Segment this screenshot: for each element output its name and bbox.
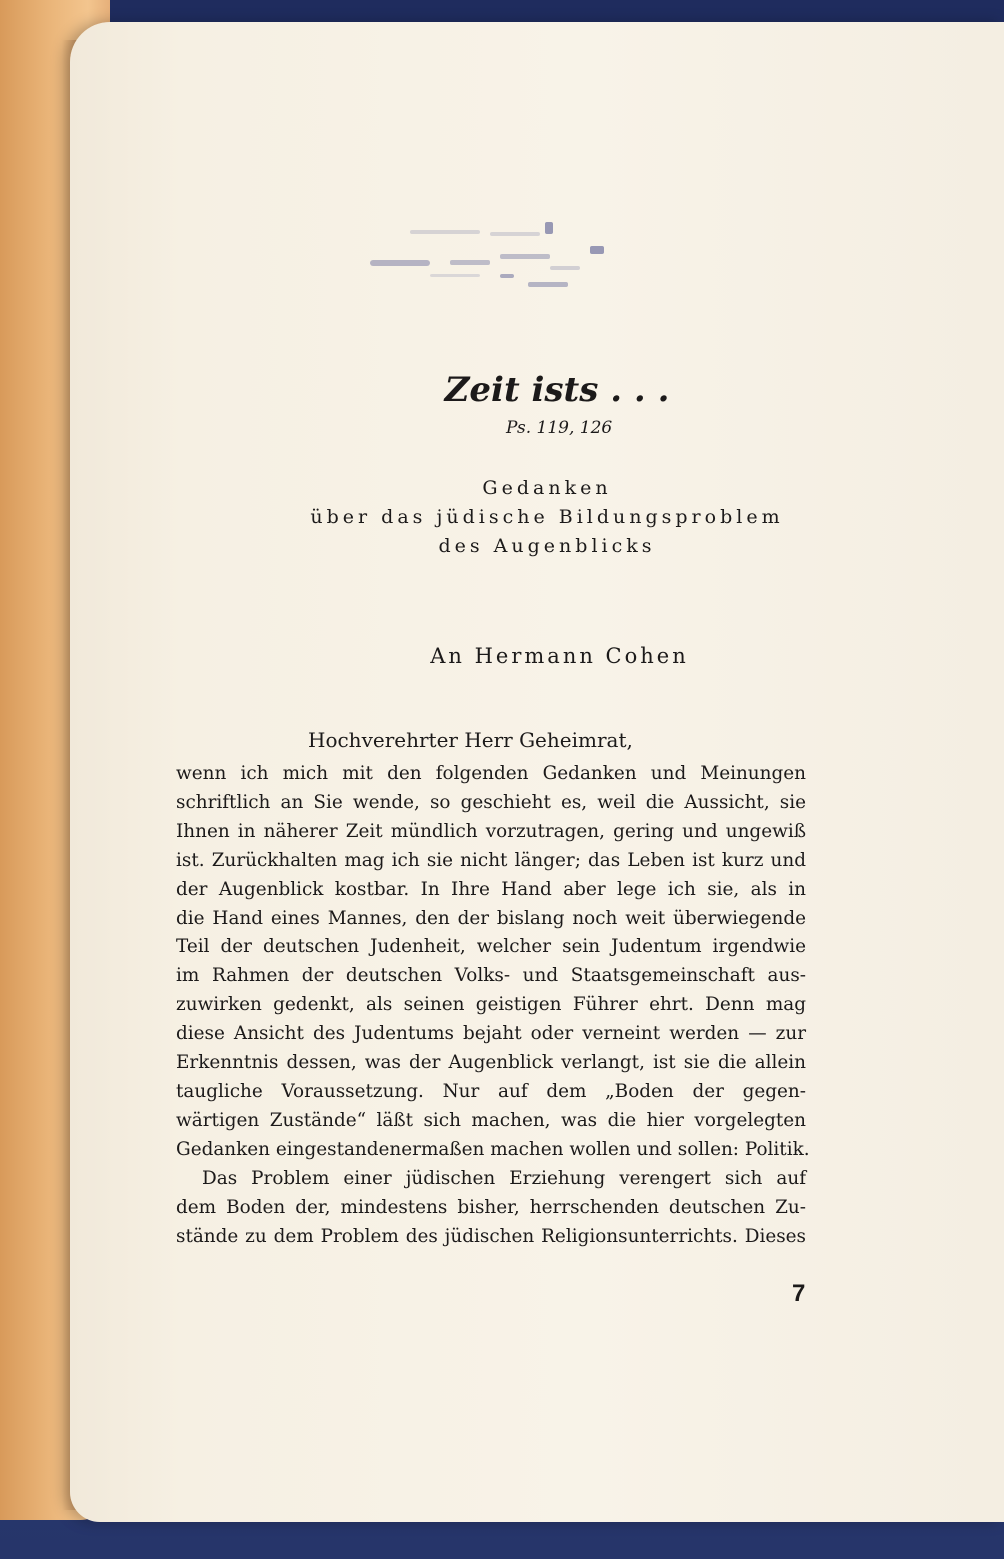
page-title: Zeit ists . . .	[444, 370, 670, 410]
document-text	[70, 22, 1004, 1522]
body-line: diese Ansicht des Judentums bejaht oder verneint werden — zur	[176, 1023, 806, 1045]
body-line: die Hand eines Mannes, den der bislang noch weit überwiegende	[176, 907, 806, 929]
body-line: Gedanken eingestandenermaßen machen wollen und sollen: Politik.	[176, 1138, 810, 1160]
body-line: taugliche Voraussetzung. Nur auf dem „Boden der gegen-	[176, 1080, 806, 1102]
body-line: im Rahmen der deutschen Volks- und Staatsgemeinschaft aus-	[176, 965, 806, 987]
body-line: Das Problem einer jüdischen Erziehung verengert sich auf	[202, 1167, 806, 1189]
body-text	[176, 760, 810, 1251]
body-line: dem Boden der, mindestens bisher, herrschenden deutschen Zu-	[176, 1196, 806, 1218]
salutation: Hochverehrter Herr Geheimrat,	[308, 728, 633, 752]
book-page	[70, 22, 1004, 1522]
body-line: ist. Zurückhalten mag ich sie nicht länger; das Leben ist kurz und	[176, 849, 806, 871]
body-line: zuwirken gedenkt, als seinen geistigen Führer ehrt. Denn mag	[176, 994, 806, 1016]
subtitle-block	[70, 474, 1004, 561]
body-line: Teil der deutschen Judenheit, welcher sein Judentum irgendwie	[176, 936, 806, 958]
body-line: der Augenblick kostbar. In Ihre Hand aber lege ich sie, als in	[176, 878, 806, 900]
body-line: stände zu dem Problem des jüdischen Religionsunterrichts. Dieses	[176, 1225, 806, 1247]
body-line: Ihnen in näherer Zeit mündlich vorzutragen, gering und ungewiß	[176, 820, 806, 842]
subtitle-line: über das jüdische Bildungsproblem	[310, 506, 784, 528]
body-line: schriftlich an Sie wende, so geschieht es, weil die Aussicht, sie	[176, 791, 806, 813]
body-line: wenn ich mich mit den folgenden Gedanken und Meinungen	[176, 763, 806, 784]
body-line: Erkenntnis dessen, was der Augenblick verlangt, ist sie die allein	[176, 1052, 806, 1074]
body-line: wärtigen Zustände“ läßt sich machen, was die hier vorgelegten	[176, 1109, 806, 1131]
subtitle-line: Gedanken	[482, 477, 612, 499]
psalm-reference: Ps. 119, 126	[506, 418, 613, 438]
subtitle-line: des Augenblicks	[438, 535, 656, 557]
dedication: An Hermann Cohen	[430, 644, 689, 668]
page-number: 7	[792, 1280, 806, 1307]
